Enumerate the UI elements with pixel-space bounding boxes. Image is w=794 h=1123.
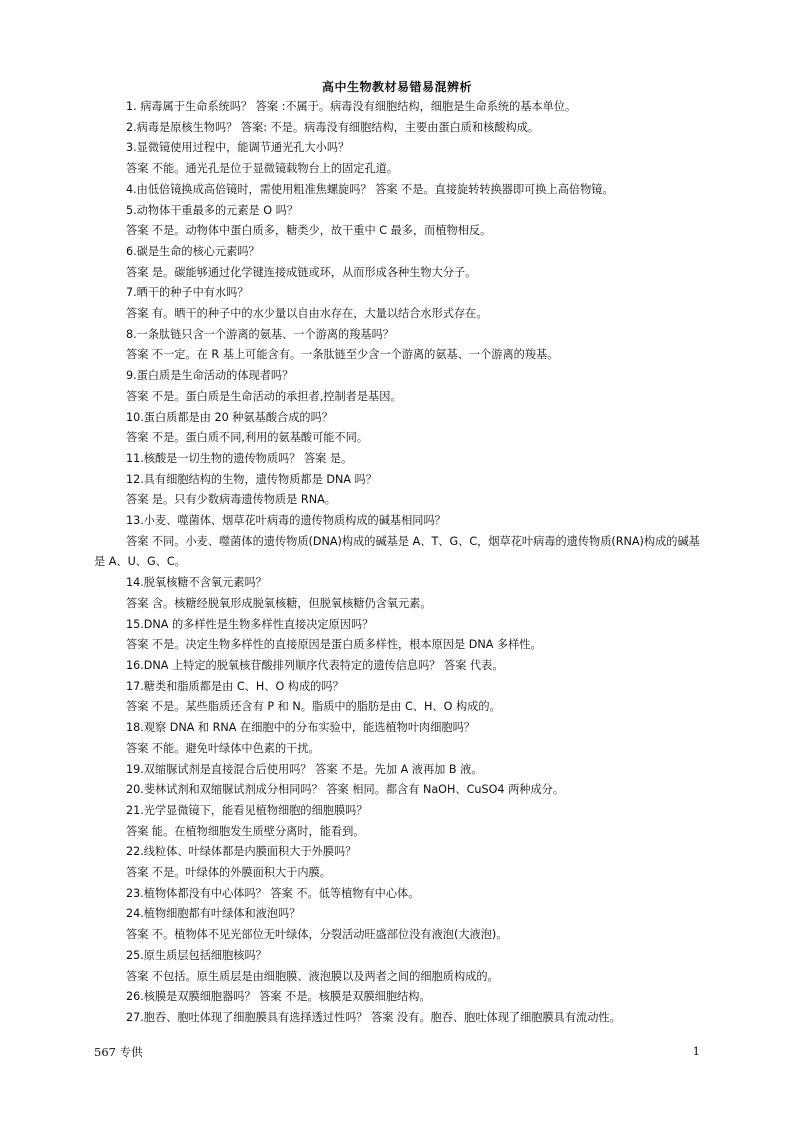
text-paragraph: 答案 不同。小麦、噬菌体的遗传物质(DNA)构成的碱基是 A、T、G、C，烟草花叶病毒的遗传物质(RNA)构成的碱基是 A、U、G、C。 [94,534,700,569]
text-line: 答案 不是。决定生物多样性的直接原因是蛋白质多样性，根本原因是 DNA 多样性。 [126,638,542,652]
text-line: 答案 不一定。在 R 基上可能含有。一条肽链至少含一个游离的氨基、一个游离的羧基。 [126,348,559,362]
text-line: 答案 不是。蛋白质是生命活动的承担者,控制者是基因。 [126,389,402,403]
text-line: 12.具有细胞结构的生物，遗传物质都是 DNA 吗？ [126,472,377,486]
text-line: 16.DNA 上特定的脱氧核苷酸排列顺序代表特定的遗传信息吗？ 答案 代表。 [126,658,504,672]
text-line: 11.核酸是一切生物的遗传物质吗？ 答案 是。 [126,451,353,465]
text-line: 15.DNA 的多样性是生物多样性直接决定原因吗？ [126,617,374,631]
text-line: 6.碳是生命的核心元素吗？ [126,244,260,258]
text-line: 答案 能。在植物细胞发生质壁分离时，能看到。 [126,824,365,838]
text-line: 10.蛋白质都是由 20 种氨基酸合成的吗？ [126,410,333,424]
text-line: 23.植物体都没有中心体吗？ 答案 不。低等植物有中心体。 [126,886,420,900]
text-line: 24.植物细胞都有叶绿体和液泡吗？ [126,907,301,921]
text-line: 27.胞吞、胞吐体现了细胞膜具有选择透过性吗？ 答案 没有。胞吞、胞吐体现了细胞膜具有流动性。 [126,1010,621,1024]
text-line: 9.蛋白质是生命活动的体现者吗？ [126,369,294,383]
text-line: 3.显微镜使用过程中，能调节通光孔大小吗？ [126,141,350,155]
text-line: 答案 含。核糖经脱氧形成脱氧核糖，但脱氧核糖仍含氧元素。 [126,596,432,610]
text-line: 答案 不是。蛋白质不同,利用的氨基酸可能不同。 [126,431,369,445]
text-line: 答案 是。碳能够通过化学键连接成链或环，从而形成各种生物大分子。 [126,265,477,279]
text-line: 1. 病毒属于生命系统吗？ 答案 :不属于。病毒没有细胞结构，细胞是生命系统的基本单位。 [126,100,577,113]
footer-label: 567 专供 [94,1045,143,1059]
document-body [94,97,704,1029]
text-line: 26.核膜是双膜细胞器吗？ 答案 不是。核膜是双膜细胞结构。 [126,990,431,1004]
text-line: 答案 是。只有少数病毒遗传物质是 RNA。 [126,493,336,507]
text-line: 25.原生质层包括细胞核吗？ [126,948,267,962]
text-line: 14.脱氧核糖不含氧元素吗？ [126,576,267,590]
text-line: 答案 不能。避免叶绿体中色素的干扰。 [126,741,320,755]
text-line: 答案 不是。叶绿体的外膜面积大于内膜。 [126,866,331,880]
text-line: 答案 不是。某些脂质还含有 P 和 N。脂质中的脂肪是由 C、H、O 构成的。 [126,700,501,714]
page-number: 1 [692,1044,700,1058]
text-line: 8.一条肽链只含一个游离的氨基、一个游离的羧基吗？ [126,327,394,341]
text-line: 答案 不能。通光孔是位于显微镜载物台上的固定孔道。 [126,162,399,176]
text-line: 2.病毒是原核生物吗？ 答案: 不是。病毒没有细胞结构，主要由蛋白质和核酸构成。 [126,120,540,134]
text-line: 7.晒干的种子中有水吗？ [126,286,249,300]
text-line: 19.双缩脲试剂是直接混合后使用吗？ 答案 不是。先加 A 液再加 B 液。 [126,762,483,776]
text-line: 18.观察 DNA 和 RNA 在细胞中的分布实验中，能选植物叶肉细胞吗？ [126,721,475,735]
text-line: 4.由低倍镜换成高倍镜时，需使用粗准焦螺旋吗？ 答案 不是。直接旋转转换器即可换上高倍物镜。 [126,182,614,196]
text-line: 20.斐林试剂和双缩脲试剂成分相同吗？ 答案 相同。都含有 NaOH、CuSO4 两种成分。 [126,783,565,797]
text-line: 21.光学显微镜下，能看见植物细胞的细胞膜吗？ [126,803,368,817]
text-line: 13.小麦、噬菌体、烟草花叶病毒的遗传物质构成的碱基相同吗？ [126,514,446,528]
text-line: 答案 不包括。原生质层是由细胞膜、液泡膜以及两者之间的细胞质构成的。 [126,969,499,983]
document-title: 高中生物教材易错易混辨析 [321,80,472,94]
text-line: 22.线粒体、叶绿体都是内膜面积大于外膜吗？ [126,845,357,859]
text-line: 17.糖类和脂质都是由 C、H、O 构成的吗？ [126,679,344,693]
text-line: 答案 不。植物体不见光部位无叶绿体，分裂活动旺盛部位没有液泡(大液泡)。 [126,928,508,942]
text-line: 答案 不是。动物体中蛋白质多，糖类少，故干重中 C 最多，而植物相反。 [126,224,492,238]
text-line: 5.动物体干重最多的元素是 O 吗？ [126,203,299,217]
text-line: 答案 有。晒干的种子中的水少量以自由水存在，大量以结合水形式存在。 [126,307,488,321]
